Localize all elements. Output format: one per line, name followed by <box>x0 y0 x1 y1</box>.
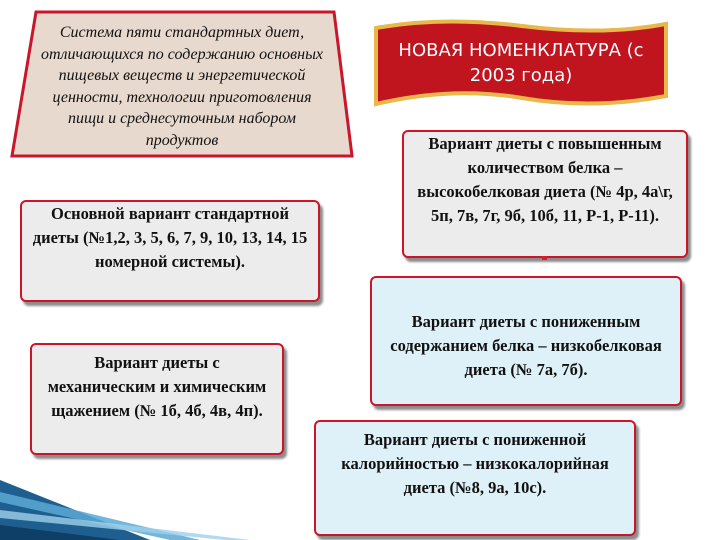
system-description-text: Система пяти стандартных диет, отличающихся по содержанию основных пищевых веществ и энергетической ценности, технологии приготовления пищи и среднесуточным набором продуктов <box>41 24 323 149</box>
diet-variant-low-protein-text: Вариант диеты с пониженным содержанием белка – низкобелковая диета (№ 7а, 7б). <box>390 312 662 379</box>
diet-variant-high-protein <box>402 130 688 258</box>
diet-variant-basic <box>20 200 320 302</box>
diet-variant-high-protein-text: Вариант диеты с повышенным количеством белка – высокобелковая диета (№ 4р, 4а\г, 5п, 7в, 7г, 9б, 10б, 11, Р-1, Р-11). <box>417 134 673 225</box>
diet-variant-low-calorie <box>314 420 636 536</box>
banner-title: НОВАЯ НОМЕНКЛАТУРА <box>398 40 621 61</box>
banner-subtitle: (с 2003 года) <box>469 40 644 86</box>
decorative-corner-stripes <box>0 450 260 540</box>
small-red-mark <box>542 256 547 260</box>
diet-variant-mechanical-text: Вариант диеты с механическим и химическим щажением (№ 1б, 4б, 4в, 4п). <box>47 353 267 420</box>
diet-variant-low-calorie-text: Вариант диеты с пониженной калорийностью – низкокалорийная диета (№8, 9а, 10с). <box>341 430 609 497</box>
diet-variant-low-protein <box>370 276 682 406</box>
diet-variant-mechanical <box>30 343 284 455</box>
system-description-panel <box>6 8 356 160</box>
new-nomenclature-banner <box>372 14 670 114</box>
diet-variant-basic-text: Основной вариант стандартной диеты (№1,2, 3, 5, 6, 7, 9, 10, 13, 14, 15 номерной системы). <box>32 204 308 271</box>
